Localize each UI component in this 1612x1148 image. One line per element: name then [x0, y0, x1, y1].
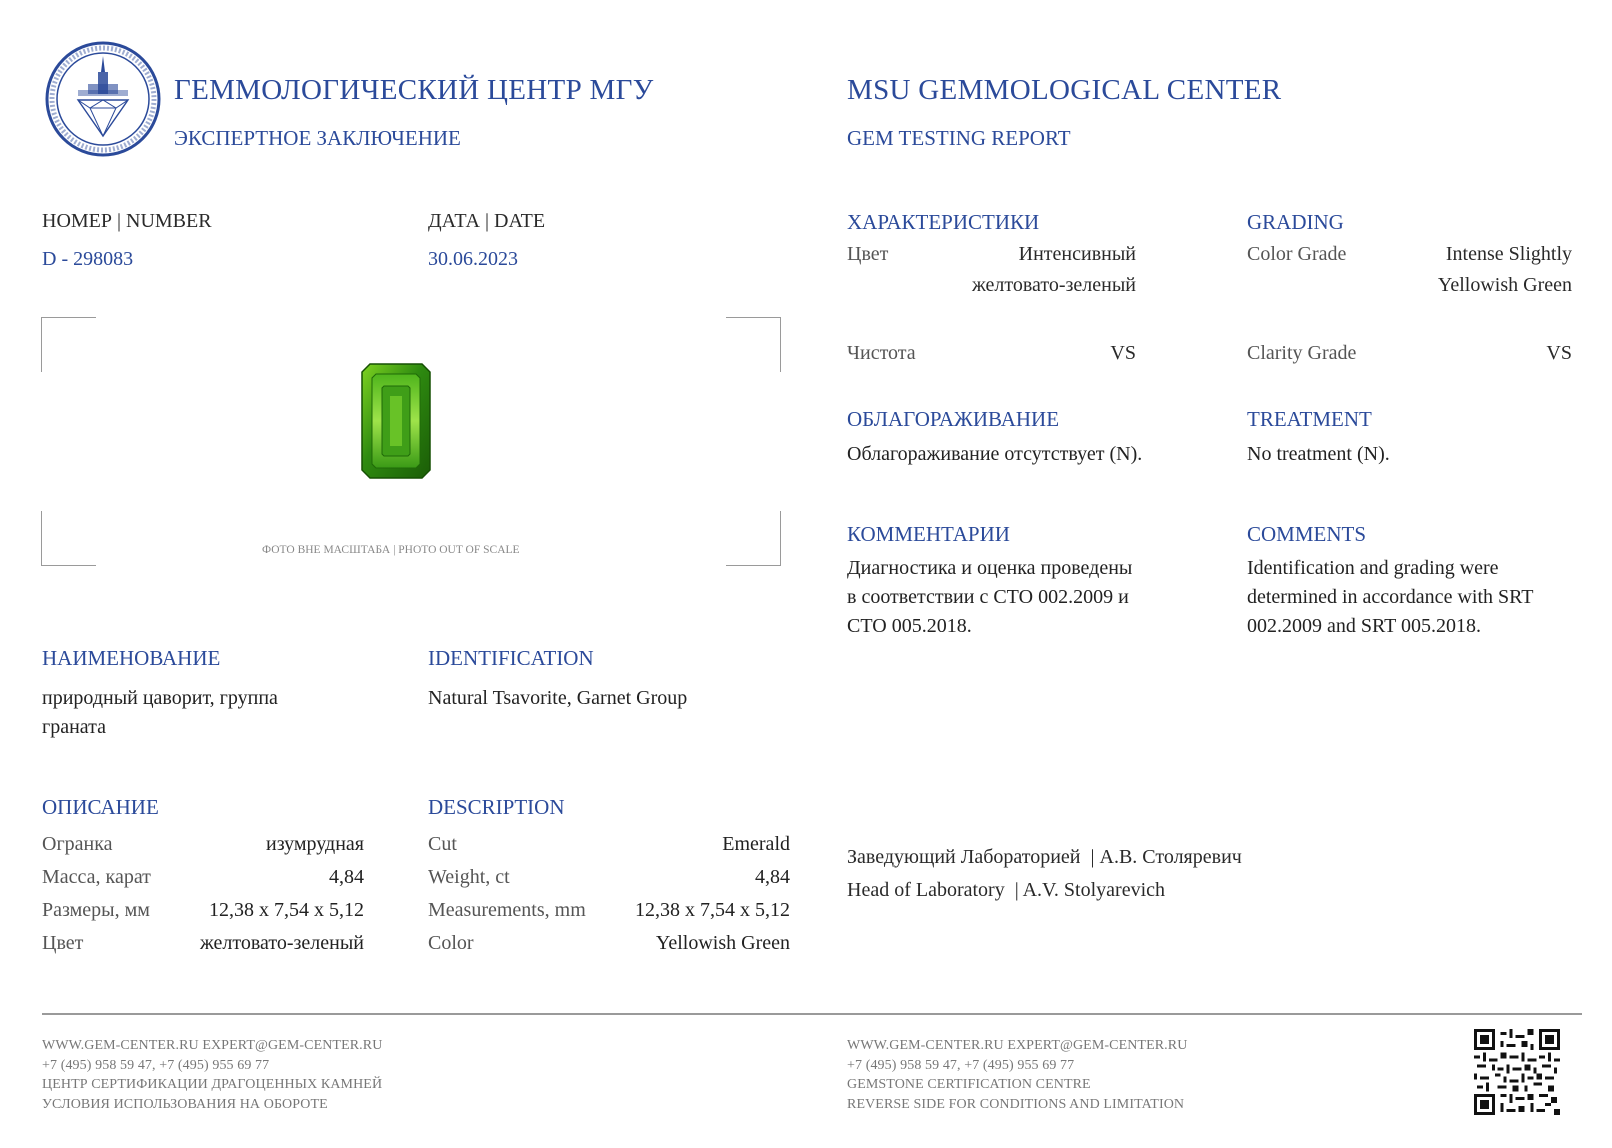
color-value-ru-1: Интенсивный: [1018, 243, 1136, 265]
emerald-cut-gem-image: [360, 362, 432, 480]
desc-key: Cut: [428, 833, 457, 855]
desc-value: 12,38 x 7,54 x 5,12: [209, 899, 364, 921]
comments-value-ru: Диагностика и оценка проведены в соответствии с СТО 002.2009 и СТО 005.2018.: [847, 557, 1133, 637]
comments-label-en: COMMENTS: [1247, 522, 1367, 546]
desc-row-ru: [42, 932, 364, 955]
frame-corner: [726, 317, 781, 372]
identification-label-en: IDENTIFICATION: [428, 646, 594, 670]
color-value-en-1: Intense Slightly: [1445, 243, 1572, 265]
footer-line: ЦЕНТР СЕРТИФИКАЦИИ ДРАГОЦЕННЫХ КАМНЕЙ: [42, 1077, 383, 1092]
footer-line: GEMSTONE CERTIFICATION CENTRE: [847, 1077, 1091, 1092]
signature-en: Head of Laboratory | A.V. Stolyarevich: [847, 879, 1165, 901]
desc-value: изумрудная: [265, 833, 364, 855]
photo-caption: ФОТО ВНЕ МАСШТАБА | PHOTO OUT OF SCALE: [262, 544, 520, 556]
footer-line: +7 (495) 958 59 47, +7 (495) 955 69 77: [42, 1057, 270, 1073]
title-ru: ГЕММОЛОГИЧЕСКИЙ ЦЕНТР МГУ: [174, 74, 654, 106]
desc-key: Color: [428, 932, 474, 954]
date-label: ДАТА | DATE: [428, 210, 546, 232]
frame-corner: [726, 511, 781, 566]
date-value: 30.06.2023: [428, 248, 518, 270]
color-key-en: Color Grade: [1247, 243, 1347, 265]
identification-label-ru: НАИМЕНОВАНИЕ: [42, 646, 221, 670]
desc-key: Масса, карат: [42, 866, 151, 888]
grading-label: GRADING: [1247, 210, 1344, 234]
clarity-value-ru: VS: [1110, 342, 1136, 364]
treatment-label-en: TREATMENT: [1247, 407, 1372, 431]
title-en: MSU GEMMOLOGICAL CENTER: [847, 74, 1282, 106]
description-label-ru: ОПИСАНИЕ: [42, 795, 159, 819]
desc-key: Measurements, mm: [428, 899, 586, 921]
desc-key: Weight, ct: [428, 866, 510, 888]
desc-row-en: [428, 866, 790, 889]
footer-divider: [42, 1013, 1582, 1015]
qr-code-icon: [1474, 1029, 1560, 1115]
desc-key: Размеры, мм: [42, 899, 150, 921]
subtitle-en: GEM TESTING REPORT: [847, 126, 1071, 150]
number-value: D - 298083: [42, 248, 134, 270]
desc-row-ru: [42, 866, 364, 889]
footer-right: [847, 1036, 1187, 1114]
subtitle-ru: ЭКСПЕРТНОЕ ЗАКЛЮЧЕНИЕ: [174, 126, 461, 150]
desc-value: желтовато-зеленый: [199, 932, 364, 954]
desc-row-ru: [42, 833, 364, 856]
desc-key: Огранка: [42, 833, 113, 855]
identification-value-en: Natural Tsavorite, Garnet Group: [428, 687, 688, 709]
desc-key: Цвет: [42, 932, 84, 954]
comments-label-ru: КОММЕНТАРИИ: [847, 522, 1010, 546]
comments-value-en: Identification and grading were determined in accordance with SRT 002.2009 and SRT 005.2018.: [1247, 557, 1534, 637]
clarity-value-en: VS: [1546, 342, 1572, 364]
color-value-en-2: Yellowish Green: [1437, 274, 1572, 296]
desc-row-en: [428, 899, 790, 922]
clarity-key-ru: Чистота: [847, 342, 916, 364]
desc-row-en: [428, 932, 790, 955]
identification-value-ru: природный цаворит, группа граната: [42, 687, 278, 738]
desc-value: 4,84: [329, 866, 364, 888]
desc-value: Yellowish Green: [655, 932, 790, 954]
desc-value: 12,38 x 7,54 x 5,12: [635, 899, 790, 921]
desc-row-ru: [42, 899, 364, 922]
number-label: НОМЕР | NUMBER: [42, 210, 212, 232]
frame-corner: [41, 317, 96, 372]
color-key-ru: Цвет: [847, 243, 889, 265]
footer-line: WWW.GEM-CENTER.RU EXPERT@GEM-CENTER.RU: [42, 1038, 383, 1053]
footer-line: +7 (495) 958 59 47, +7 (495) 955 69 77: [847, 1057, 1075, 1073]
university-seal-icon: [44, 40, 162, 158]
footer-line: WWW.GEM-CENTER.RU EXPERT@GEM-CENTER.RU: [847, 1038, 1188, 1053]
signature-ru: Заведующий Лабораторией | А.В. Столяревич: [847, 846, 1242, 868]
footer-line: УСЛОВИЯ ИСПОЛЬЗОВАНИЯ НА ОБОРОТЕ: [42, 1096, 328, 1112]
footer-left: [42, 1036, 382, 1114]
desc-value: Emerald: [722, 833, 790, 855]
characteristics-label: ХАРАКТЕРИСТИКИ: [847, 210, 1040, 234]
treatment-value-en: No treatment (N).: [1247, 443, 1390, 465]
treatment-value-ru: Облагораживание отсутствует (N).: [847, 443, 1143, 465]
clarity-key-en: Clarity Grade: [1247, 342, 1357, 364]
footer-line: REVERSE SIDE FOR CONDITIONS AND LIMITATION: [847, 1096, 1185, 1112]
frame-corner: [41, 511, 96, 566]
color-value-ru-2: желтовато-зеленый: [971, 274, 1136, 296]
description-label-en: DESCRIPTION: [428, 795, 565, 819]
treatment-label-ru: ОБЛАГОРАЖИВАНИЕ: [847, 407, 1060, 431]
desc-value: 4,84: [755, 866, 790, 888]
desc-row-en: [428, 833, 790, 856]
